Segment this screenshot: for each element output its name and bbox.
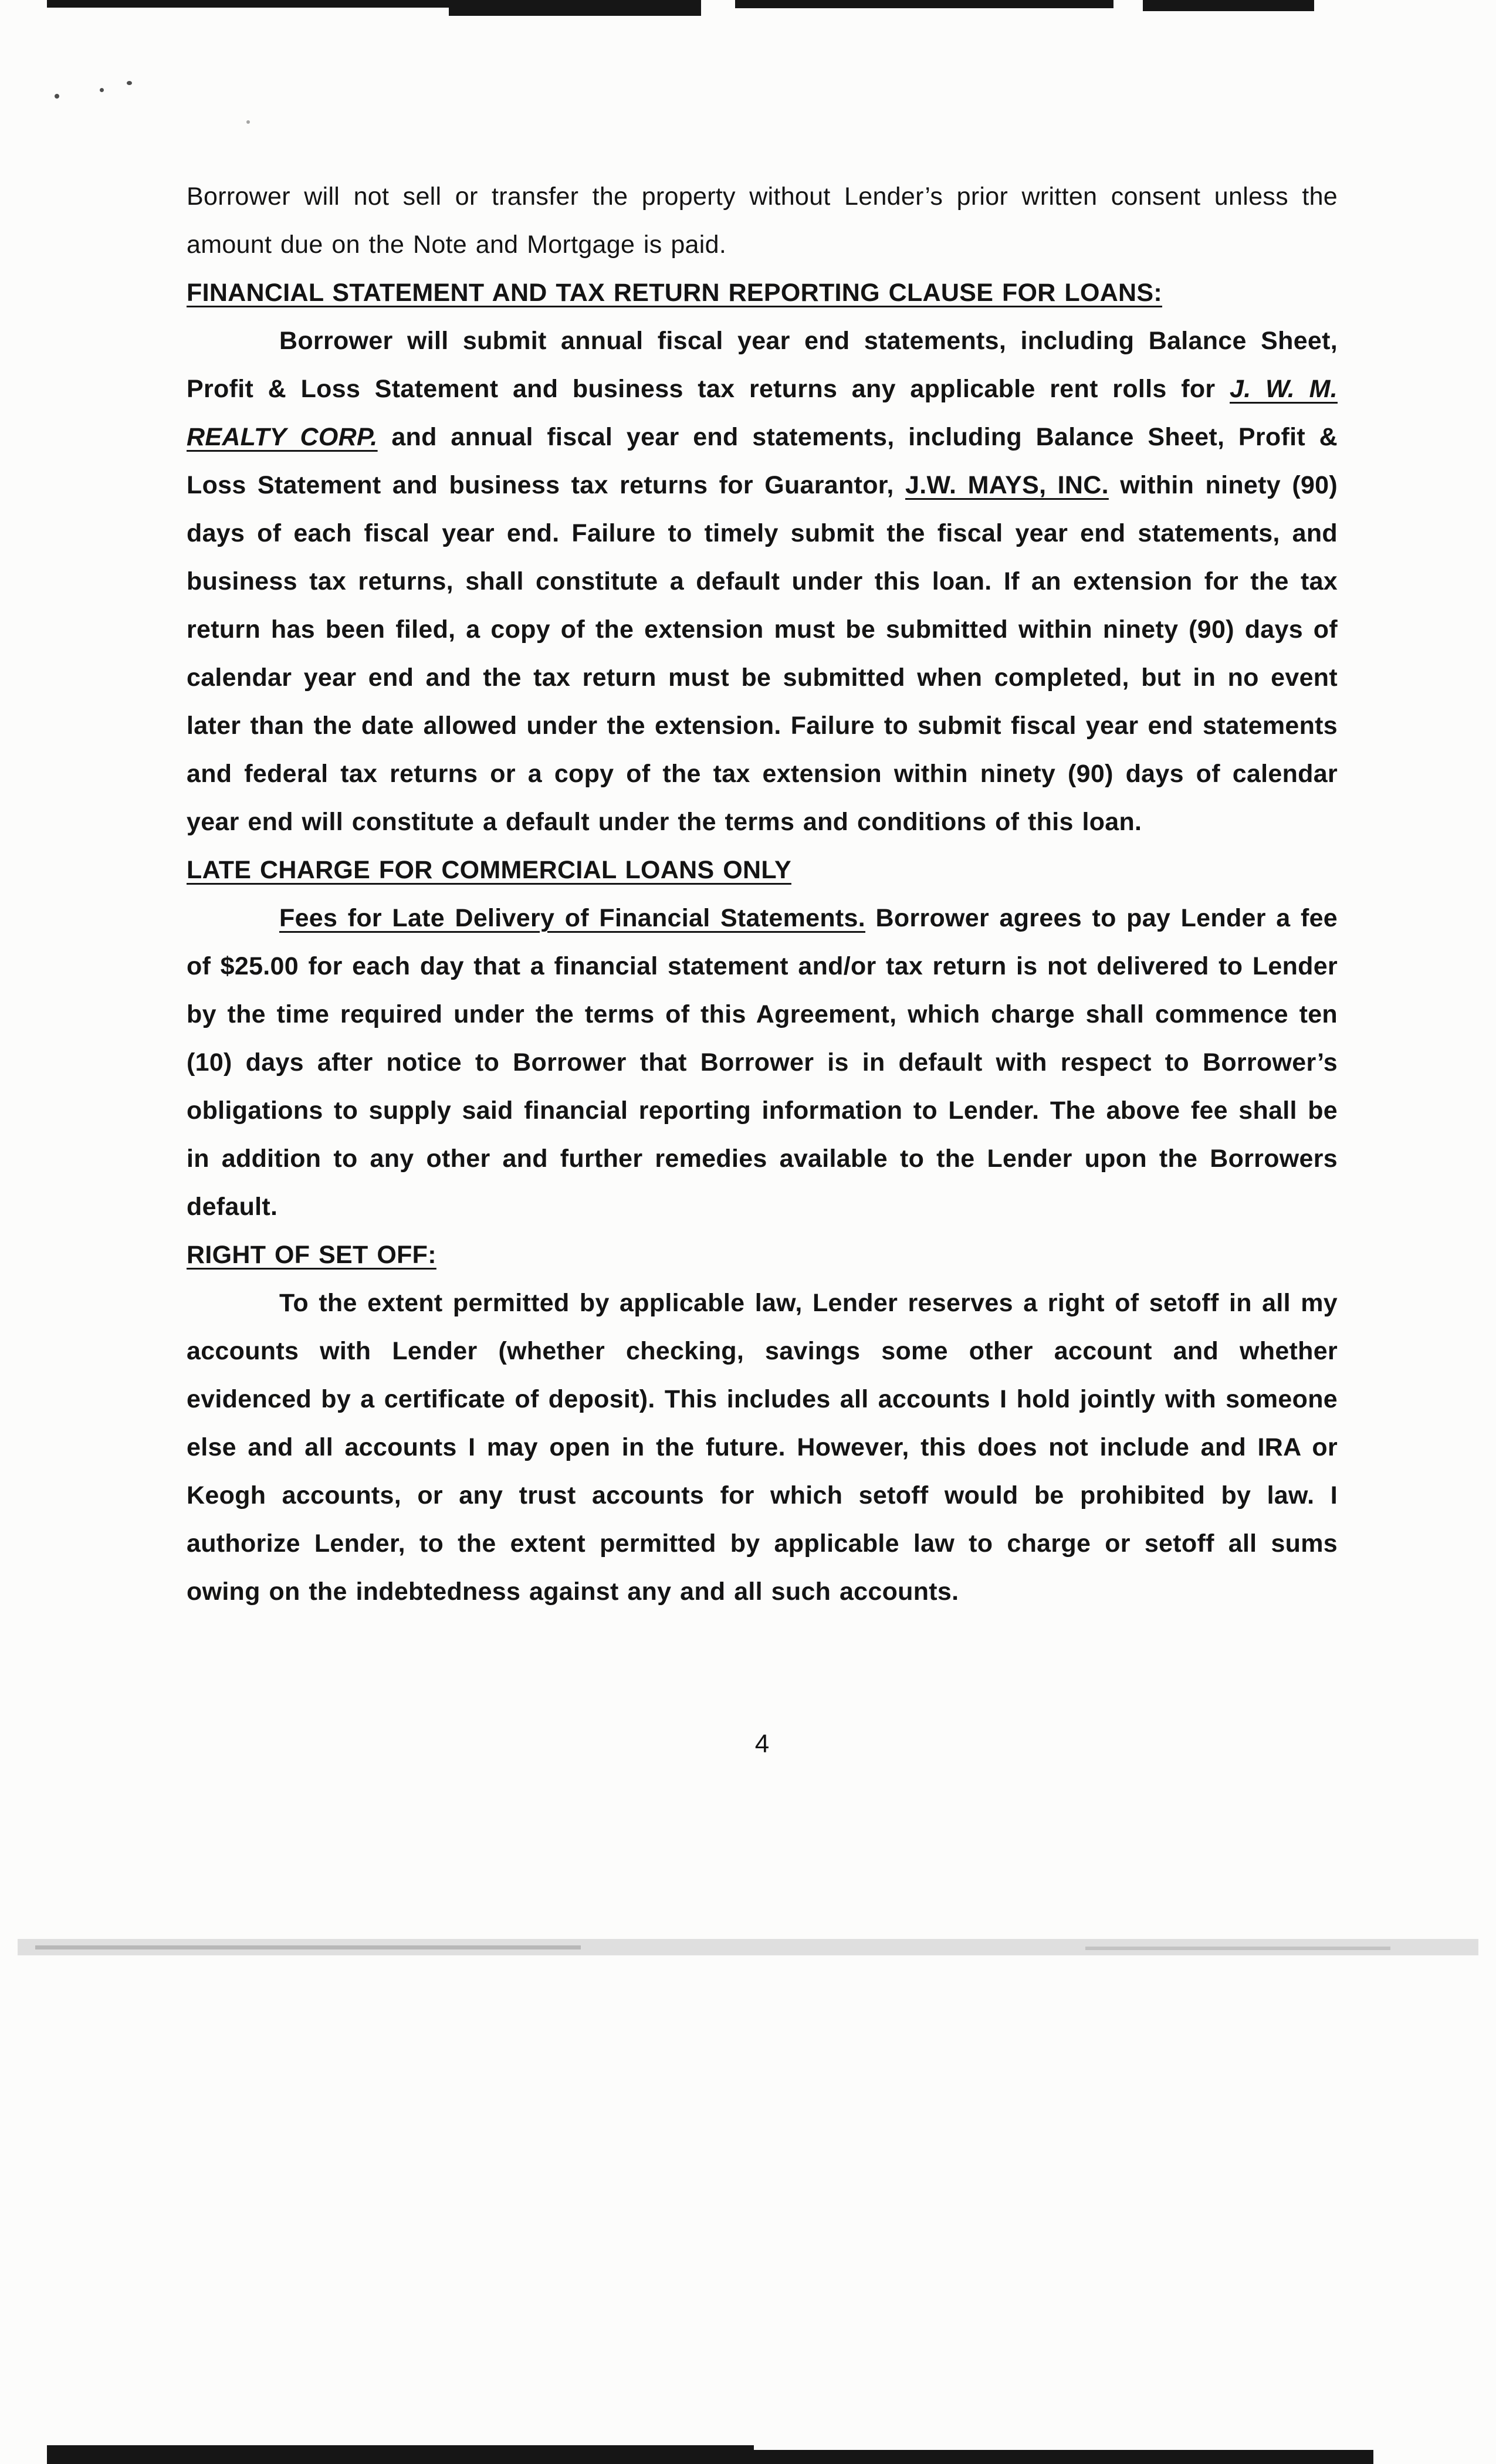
heading-late-charge — [187, 846, 1338, 894]
scan-artifact-band-dark-right — [1085, 1947, 1390, 1950]
financial-seg-3: and annual fiscal year end statements, including Balance Sheet, Profit & Loss Statement and business tax returns for Guarantor, — [187, 423, 1338, 499]
scan-speck-3 — [127, 81, 132, 85]
scan-speck-4 — [246, 120, 250, 124]
paragraph-right-of-set-off — [187, 1279, 1338, 1616]
late-charge-fees-title: Fees for Late Delivery of Financial Statements. — [279, 904, 865, 932]
paragraph-late-charge — [187, 894, 1338, 1231]
scan-artifact-top-strip-1 — [47, 0, 695, 8]
scan-artifact-bottom-strip-1 — [47, 2445, 754, 2464]
document-text-block — [187, 172, 1338, 1616]
entity-jw-mays-inc: J.W. MAYS, INC. — [905, 471, 1109, 499]
heading-right-of-set-off — [187, 1231, 1338, 1279]
scan-artifact-band-dark — [35, 1945, 581, 1949]
paragraph-intro — [187, 172, 1338, 269]
scan-artifact-band — [18, 1939, 1478, 1955]
scan-artifact-top-strip-3 — [735, 0, 1113, 8]
scan-artifact-bottom-strip-2 — [753, 2450, 1373, 2464]
entity-jwm-realty-corp: J. W. M. REALTY CORP. — [187, 375, 1338, 451]
heading-financial-statement — [187, 269, 1338, 317]
scan-speck-1 — [55, 94, 59, 99]
heading-right-of-set-off-text: RIGHT OF SET OFF: — [187, 1241, 436, 1269]
heading-late-charge-text: LATE CHARGE FOR COMMERCIAL LOANS ONLY — [187, 856, 791, 884]
late-charge-seg-2: Borrower agrees to pay Lender a fee of $25.00 for each day that a financial statement and/or tax return is not delivered to Lender by the time required under the terms of this Agreement, which charge shall commence ten (10) days after notice to Borrower that Borrower is in default with respect to Borrower’s obligations to supply said financial reporting information to Lender. The above fee shall be in addition to any other and further remedies available to the Lender upon the Borrowers default. — [187, 904, 1338, 1221]
heading-financial-statement-text: FINANCIAL STATEMENT AND TAX RETURN REPORTING CLAUSE FOR LOANS: — [187, 279, 1163, 307]
financial-seg-5: within ninety (90) days of each fiscal year end. Failure to timely submit the fiscal year end statements, and business tax returns, shall constitute a default under this loan. If an extension for the tax return has been filed, a copy of the extension must be submitted within ninety (90) days of calendar year end and the tax return must be submitted when completed, but in no event later than the date allowed under the extension. Failure to submit fiscal year end statements and federal tax returns or a copy of the tax extension within ninety (90) days of calendar year end will constitute a default under the terms and conditions of this loan. — [187, 471, 1338, 836]
scan-artifact-top-strip-4 — [1143, 0, 1314, 11]
page-number: 4 — [754, 1729, 770, 1758]
paragraph-financial-statement — [187, 317, 1338, 846]
scan-speck-2 — [100, 88, 104, 92]
scan-artifact-top-strip-2 — [449, 0, 701, 16]
paragraph-intro-text: Borrower will not sell or transfer the property without Lender’s prior written consent unless the amount due on the Note and Mortgage is paid. — [187, 182, 1338, 259]
financial-seg-1: Borrower will submit annual fiscal year end statements, including Balance Sheet, Profit & Loss Statement and business tax returns any applicable rent rolls for — [187, 327, 1338, 403]
set-off-text: To the extent permitted by applicable law, Lender reserves a right of setoff in all my accounts with Lender (whether checking, savings some other account and whether evidenced by a certificate of deposit). This includes all accounts I hold jointly with someone else and all accounts I may open in the future. However, this does not include and IRA or Keogh accounts, or any trust accounts for which setoff would be prohibited by law. I authorize Lender, to the extent permitted by applicable law to charge or setoff all sums owing on the indebtedness against any and all such accounts. — [187, 1289, 1338, 1606]
